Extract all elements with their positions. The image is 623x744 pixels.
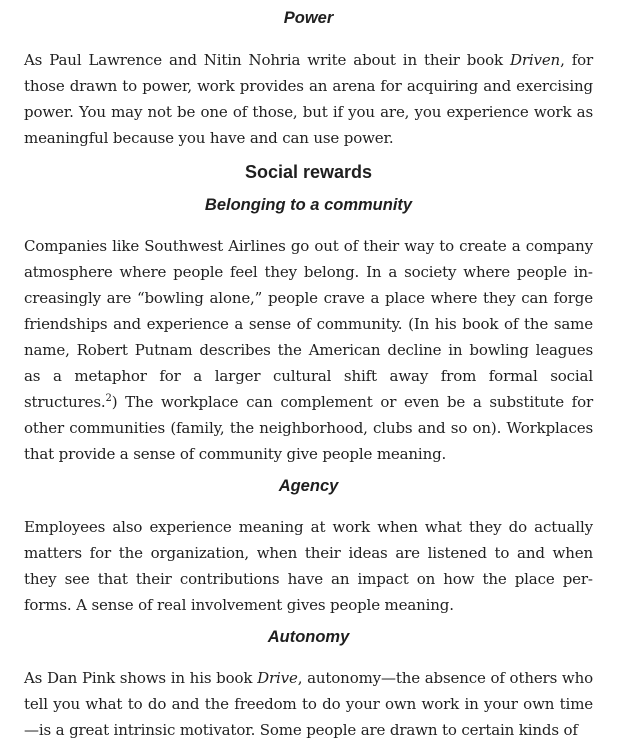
paragraph-belonging-text-b: ) The workplace can complement or even be a substitute for other communities (family, the neighborhood, clubs and so on). Workplaces that provide a sense of community give people meaning. bbox=[24, 393, 593, 463]
paragraph-power-text-a: As Paul Lawrence and Nitin Nohria write about in their book bbox=[24, 51, 510, 69]
paragraph-autonomy bbox=[24, 665, 593, 743]
book-title-driven: Driven bbox=[509, 51, 561, 69]
heading-power: Power bbox=[283, 9, 334, 27]
paragraph-autonomy-text-a: As Dan Pink shows in his book bbox=[24, 669, 258, 687]
paragraph-power-text-b: , for those drawn to power, work provides an arena for acquiring and exercising power. You may not be one of those, but if you are, you experience work as meaningful because you have and can use power. bbox=[24, 51, 593, 147]
paragraph-power bbox=[24, 47, 593, 151]
book-title-drive: Drive bbox=[257, 669, 298, 687]
heading-agency: Agency bbox=[278, 477, 339, 495]
paragraph-agency: Employees also experience meaning at work when what they do actually matters for the organization, when their ideas are listened to and when they see that their contributions have an impact on how the place performs. A sense of real involvement gives people meaning. bbox=[24, 518, 593, 614]
paragraph-belonging bbox=[24, 233, 593, 467]
heading-belonging: Belonging to a community bbox=[204, 196, 413, 214]
heading-social-rewards: Social rewards bbox=[244, 162, 373, 182]
heading-autonomy: Autonomy bbox=[267, 628, 350, 646]
footnote-ref-2[interactable]: 2 bbox=[105, 393, 112, 404]
paragraph-autonomy-text-b: , autonomy—the absence of others who tell you what to do and the freedom to do your own work in your own time —is a great intrinsic motivator. Some people are drawn to certain kinds of bbox=[24, 669, 593, 739]
paragraph-belonging-text-a: Companies like Southwest Airlines go out of their way to create a company atmosphere where people feel they belong. In a society where people increasingly are “bowling alone,” people crave a place where they can forge friendships and experience a sense of community. (In his book of the same name, Robert Putnam describes the American decline in bowling leagues as a metaphor for a larger cultural shift away from formal social structures. bbox=[24, 237, 593, 411]
